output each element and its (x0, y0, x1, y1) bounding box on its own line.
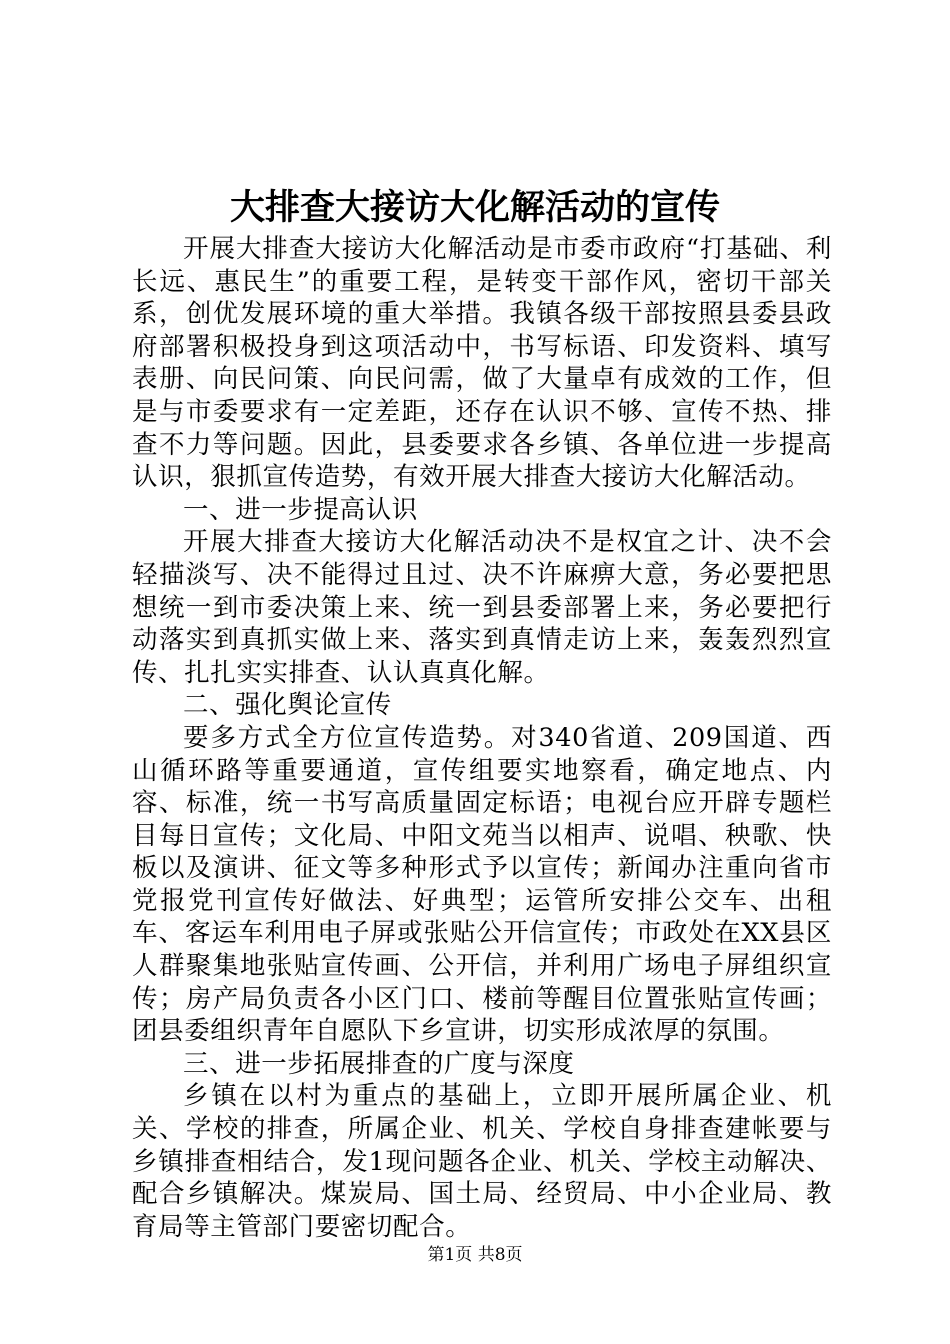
document-body (132, 233, 832, 1243)
paragraph-intro: 开展大排查大接访大化解活动是市委市政府“打基础、利长远、惠民生”的重要工程，是转变干部作风，密切干部关系，创优发展环境的重大举措。我镇各级干部按照县委县政府部署积极投身到这项活动中，书写标语、印发资料、填写表册、向民问策、向民问需，做了大量卓有成效的工作，但是与市委要求有一定差距，还存在认识不够、宣传不热、排查不力等问题。因此，县委要求各乡镇、各单位进一步提高认识，狠抓宣传造势，有效开展大排查大接访大化解活动。 (132, 234, 832, 493)
section-heading-2: 二、强化舆论宣传 (183, 690, 392, 721)
section-heading-1: 一、进一步提高认识 (183, 494, 418, 525)
paragraph-section-2: 要多方式全方位宣传造势。对340省道、209国道、西山循环路等重要通道，宣传组要实地察看，确定地点、内容、标准，统一书写高质量固定标语；电视台应开辟专题栏目每日宣传；文化局、中阳文苑当以相声、说唱、秧歌、快板以及演讲、征文等多种形式予以宣传；新闻办注重向省市党报党刊宣传好做法、好典型；运管所安排公交车、出租车、客运车利用电子屏或张贴公开信宣传；市政处在XX县区人群聚集地张贴宣传画、公开信，并利用广场电子屏组织宣传；房产局负责各小区门口、楼前等醒目位置张贴宣传画；团县委组织青年自愿队下乡宣讲，切实形成浓厚的氛围。 (132, 722, 832, 1047)
section-heading-3: 三、进一步拓展排查的广度与深度 (183, 1048, 575, 1079)
document-title: 大排查大接访大化解活动的宣传 (229, 187, 720, 228)
page-number-footer: 第1页 共8页 (427, 1245, 523, 1265)
paragraph-section-1: 开展大排查大接访大化解活动决不是权宜之计、决不会轻描淡写、决不能得过且过、决不许麻痹大意，务必要把思想统一到市委决策上来、统一到县委部署上来，务必要把行动落实到真抓实做上来、落实到真情走访上来，轰轰烈烈宣传、扎扎实实排查、认认真真化解。 (132, 527, 832, 688)
paragraph-section-3: 乡镇在以村为重点的基础上，立即开展所属企业、机关、学校的排查，所属企业、机关、学校自身排查建帐要与乡镇排查相结合，发1现问题各企业、机关、学校主动解决、配合乡镇解决。煤炭局、国土局、经贸局、中小企业局、教育局等主管部门要密切配合。 (132, 1081, 832, 1242)
